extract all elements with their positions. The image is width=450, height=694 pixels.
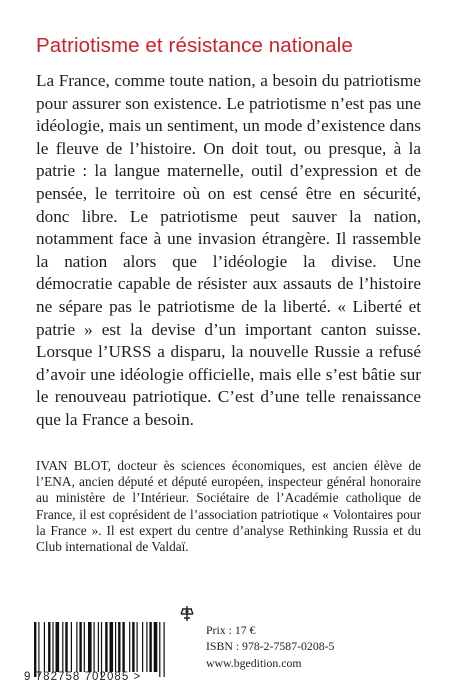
barcode-bar bbox=[132, 622, 134, 672]
author-bio: IVAN BLOT, docteur ès sciences économiques, est ancien élève de l’ENA, ancien député et député européen, inspecteur général honoraire au ministère de l’Intérieur. Sociétaire de l’Académie catholique de France, il est coprésident de l’association patriotique « Volontaires pour la France ». Il est expert du centre d’analyse Rethinking Russia et du Club international de Valdaï. bbox=[36, 458, 421, 555]
barcode-bar bbox=[38, 622, 39, 677]
price-label: Prix : 17 € bbox=[206, 623, 256, 637]
barcode-bar bbox=[137, 622, 138, 672]
barcode-bar bbox=[115, 622, 116, 672]
barcode-bar bbox=[44, 622, 45, 672]
barcode-bar bbox=[84, 622, 85, 672]
barcode-bar bbox=[56, 622, 60, 672]
barcode-bar bbox=[94, 622, 95, 672]
barcode-bar bbox=[118, 622, 120, 672]
barcode-bar bbox=[101, 622, 102, 677]
barcode-bar bbox=[98, 622, 99, 672]
website-link: www.bgedition.com bbox=[206, 655, 302, 670]
barcode-bar bbox=[48, 622, 50, 672]
blurb-text: La France, comme toute nation, a besoin du patriotisme pour assurer son existence. Le patriotisme n’est pas une idéologie, mais un sentiment, un mode d’existence dans le fleuve de l’histoire. On doit tout, ou presque, à la patrie : la langue maternelle, outil d’expression et de pensée, le territoire où on est censé être en sécurité, donc libre. Le patriotisme peut sauver la nation, notamment face à une invasion étrangère. Il rassemble la nation alors que l’idéologie la divise. Une démocratie capable de résister aux assauts de l’histoire ne sépare pas le patriotisme de la liberté. « Liberté et patrie » est la devise d’un important canton suisse. Lorsque l’URSS a disparu, la nouvelle Russie a refusé d’avoir une idéologie officielle, mais elle s’est bâtie sur le renouveau patriotique. C’est d’une telle renaissance que la France a besoin. bbox=[36, 71, 421, 429]
barcode-bar bbox=[142, 622, 143, 672]
barcode-bar bbox=[105, 622, 107, 672]
barcode-bar bbox=[79, 622, 81, 672]
barcode-bar bbox=[65, 622, 67, 672]
barcode-bar bbox=[110, 622, 114, 672]
barcode-bar bbox=[164, 622, 165, 677]
cover-title: Patriotisme et résistance nationale bbox=[36, 34, 353, 57]
barcode-bar bbox=[88, 622, 92, 672]
book-metadata bbox=[206, 622, 334, 671]
barcode-bar bbox=[52, 622, 53, 672]
barcode-bar bbox=[34, 622, 36, 677]
barcode-bar bbox=[149, 622, 151, 672]
barcode-bar bbox=[129, 622, 130, 672]
barcode-bar bbox=[62, 622, 63, 672]
barcode-bar bbox=[122, 622, 124, 672]
barcode-bar bbox=[71, 622, 72, 672]
isbn-label: ISBN : 978-2-7587-0208-5 bbox=[206, 639, 335, 654]
barcode-digits: 9 782758 702085 > bbox=[24, 671, 142, 683]
barcode-bar bbox=[159, 622, 160, 677]
barcode-bar bbox=[154, 622, 158, 672]
barcode-bar bbox=[146, 622, 147, 672]
barcode-bar bbox=[76, 622, 77, 672]
